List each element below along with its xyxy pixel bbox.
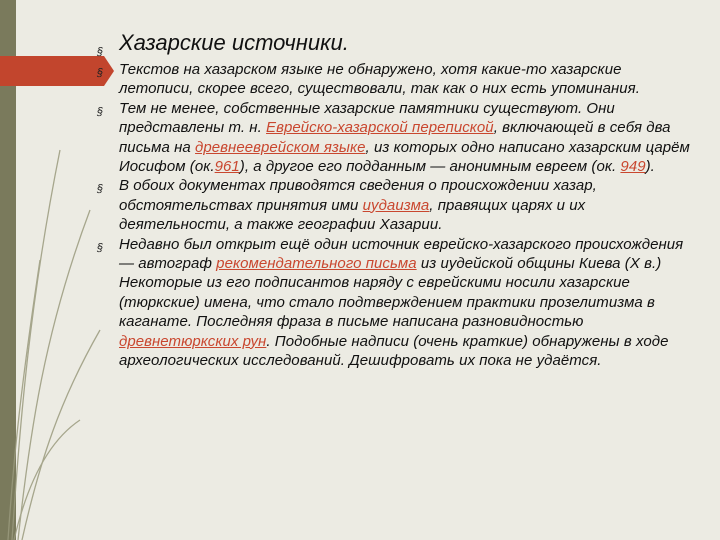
- paragraph-text: , включающей в себя два письма на: [119, 119, 671, 156]
- paragraph-text: из иудейской общины Киева (X в.) Некоторые из его подписантов наряду с еврейскими носили хазарские (тюркские) имена, что стало подтверждением практики прозелитизма в каганате. Последняя фраза в письме написана разновидностью: [119, 255, 662, 331]
- paragraph-text: Тем не менее, собственные хазарские памятники существуют. Они представлены т. н.: [119, 99, 615, 137]
- paragraph-1: [97, 60, 697, 99]
- accent-bar: [0, 56, 104, 86]
- paragraph-text: Недавно был открыт ещё один источник еврейско-хазарского происхождения — автограф: [119, 235, 684, 273]
- paragraph-2: [97, 99, 697, 177]
- link-khazar-correspondence[interactable]: Еврейско-хазарской перепиской: [266, 119, 494, 137]
- bullet-icon: §: [97, 183, 104, 196]
- paragraph-text: В обоих документах приводятся сведения о происхождении хазар, обстоятельствах принятия ими: [119, 177, 597, 214]
- paragraph-text: , из которых одно написано хазарским царём Иосифом (ок.: [119, 138, 690, 176]
- slide-title: [97, 28, 697, 58]
- link-hebrew-language[interactable]: древнееврейском языке: [195, 138, 366, 156]
- title-text: Хазарские источники.: [119, 30, 349, 55]
- link-year-949[interactable]: 949: [620, 158, 646, 176]
- bullet-icon: §: [97, 67, 104, 79]
- paragraph-text: Текстов на хазарском языке не обнаружено, хотя какие-то хазарские летописи, скорее всего, существовали, так как о них есть упоминания.: [119, 61, 640, 98]
- slide-content: [97, 28, 697, 371]
- paragraph-text: ).: [645, 158, 655, 176]
- bullet-icon: §: [97, 46, 104, 58]
- bullet-icon: §: [97, 105, 104, 118]
- paragraph-text: ), а другое его подданным — анонимным евреем (ок.: [239, 158, 621, 176]
- paragraph-text: . Подобные надписи (очень краткие) обнаружены в ходе археологических исследований. Дешифровать их пока не удаётся.: [119, 332, 669, 370]
- link-year-961[interactable]: 961: [214, 158, 240, 176]
- paragraph-3: [97, 176, 697, 234]
- link-judaism[interactable]: иудаизма: [362, 196, 430, 214]
- link-old-turkic-runes[interactable]: древнетюркских рун: [119, 332, 267, 350]
- link-recommendation-letter[interactable]: рекомендательного письма: [216, 255, 417, 273]
- paragraph-4: [97, 235, 697, 371]
- paragraph-text: , правящих царях и их деятельности, а также географии Хазарии.: [119, 196, 586, 234]
- bullet-icon: §: [97, 241, 104, 254]
